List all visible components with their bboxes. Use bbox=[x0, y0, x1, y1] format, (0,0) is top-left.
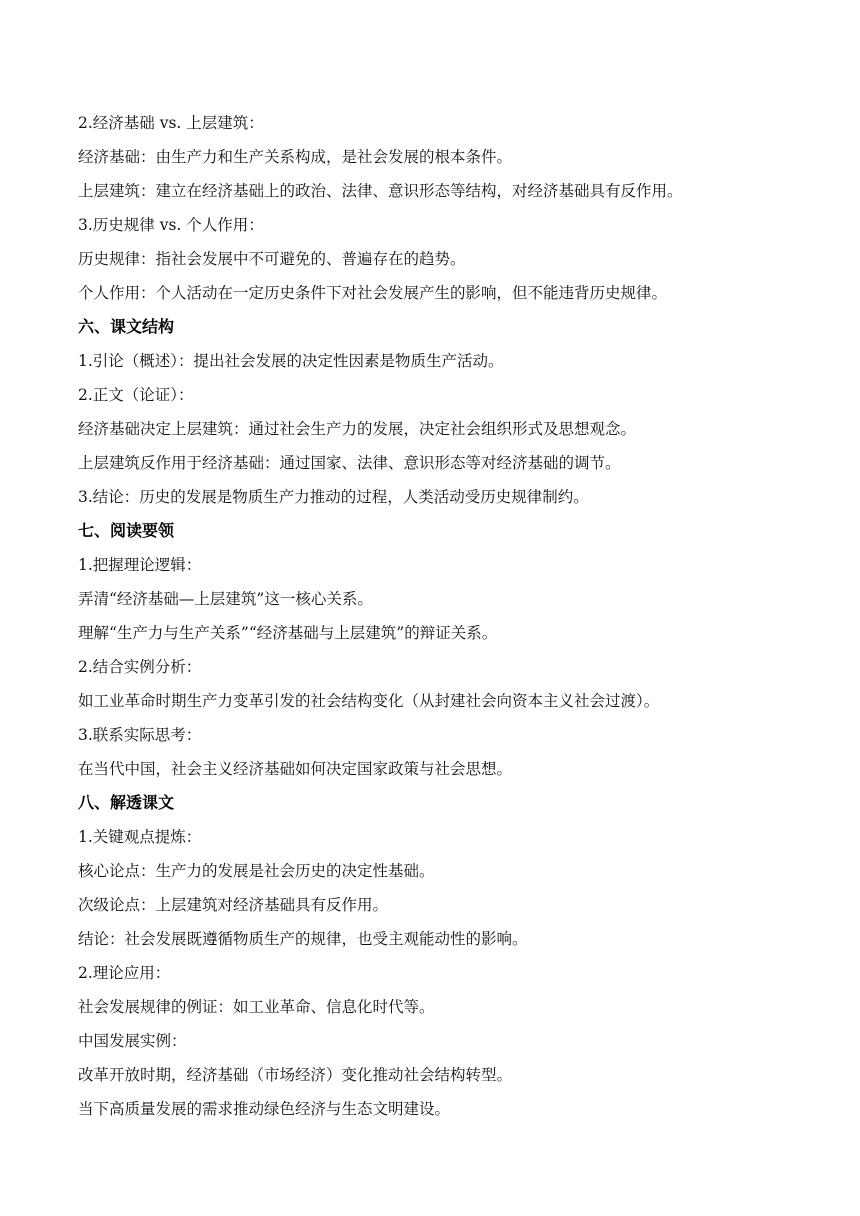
section-heading: 六、课文结构 bbox=[78, 317, 175, 336]
text-line: 3.历史规律 vs. 个人作用： bbox=[78, 216, 264, 234]
text-line: 1.把握理论逻辑： bbox=[78, 556, 202, 574]
text-line: 个人作用：个人活动在一定历史条件下对社会发展产生的影响，但不能违背历史规律。 bbox=[78, 284, 668, 302]
text-line: 在当代中国，社会主义经济基础如何决定国家政策与社会思想。 bbox=[78, 760, 513, 778]
text-line: 次级论点：上层建筑对经济基础具有反作用。 bbox=[78, 896, 389, 914]
text-line: 理解“生产力与生产关系”“经济基础与上层建筑”的辩证关系。 bbox=[78, 624, 498, 642]
text-line: 如工业革命时期生产力变革引发的社会结构变化（从封建社会向资本主义社会过渡）。 bbox=[78, 692, 660, 710]
text-line: 1.引论（概述）：提出社会发展的决定性因素是物质生产活动。 bbox=[78, 352, 504, 370]
text-line: 经济基础：由生产力和生产关系构成，是社会发展的根本条件。 bbox=[78, 148, 513, 166]
text-line: 弄清“经济基础—上层建筑”这一核心关系。 bbox=[78, 590, 373, 608]
text-line: 中国发展实例： bbox=[78, 1032, 187, 1050]
text-line: 经济基础决定上层建筑：通过社会生产力的发展，决定社会组织形式及思想观念。 bbox=[78, 420, 637, 438]
text-line: 2.经济基础 vs. 上层建筑： bbox=[78, 114, 264, 132]
text-line: 1.关键观点提炼： bbox=[78, 828, 202, 846]
text-line: 改革开放时期，经济基础（市场经济）变化推动社会结构转型。 bbox=[78, 1066, 513, 1084]
text-line: 上层建筑反作用于经济基础：通过国家、法律、意识形态等对经济基础的调节。 bbox=[78, 454, 621, 472]
text-line: 社会发展规律的例证：如工业革命、信息化时代等。 bbox=[78, 998, 435, 1016]
text-line: 3.结论：历史的发展是物质生产力推动的过程，人类活动受历史规律制约。 bbox=[78, 488, 589, 506]
text-line: 核心论点：生产力的发展是社会历史的决定性基础。 bbox=[78, 862, 435, 880]
document-body bbox=[78, 106, 778, 1126]
text-line: 结论：社会发展既遵循物质生产的规律，也受主观能动性的影响。 bbox=[78, 930, 528, 948]
text-line: 3.联系实际思考： bbox=[78, 726, 202, 744]
section-heading: 八、解透课文 bbox=[78, 793, 175, 812]
text-line: 当下高质量发展的需求推动绿色经济与生态文明建设。 bbox=[78, 1100, 451, 1118]
text-line: 历史规律：指社会发展中不可避免的、普遍存在的趋势。 bbox=[78, 250, 466, 268]
text-line: 2.正文（论证）： bbox=[78, 386, 194, 404]
text-line: 2.理论应用： bbox=[78, 964, 171, 982]
section-heading: 七、阅读要领 bbox=[78, 521, 175, 540]
text-line: 上层建筑：建立在经济基础上的政治、法律、意识形态等结构，对经济基础具有反作用。 bbox=[78, 182, 683, 200]
text-line: 2.结合实例分析： bbox=[78, 658, 202, 676]
